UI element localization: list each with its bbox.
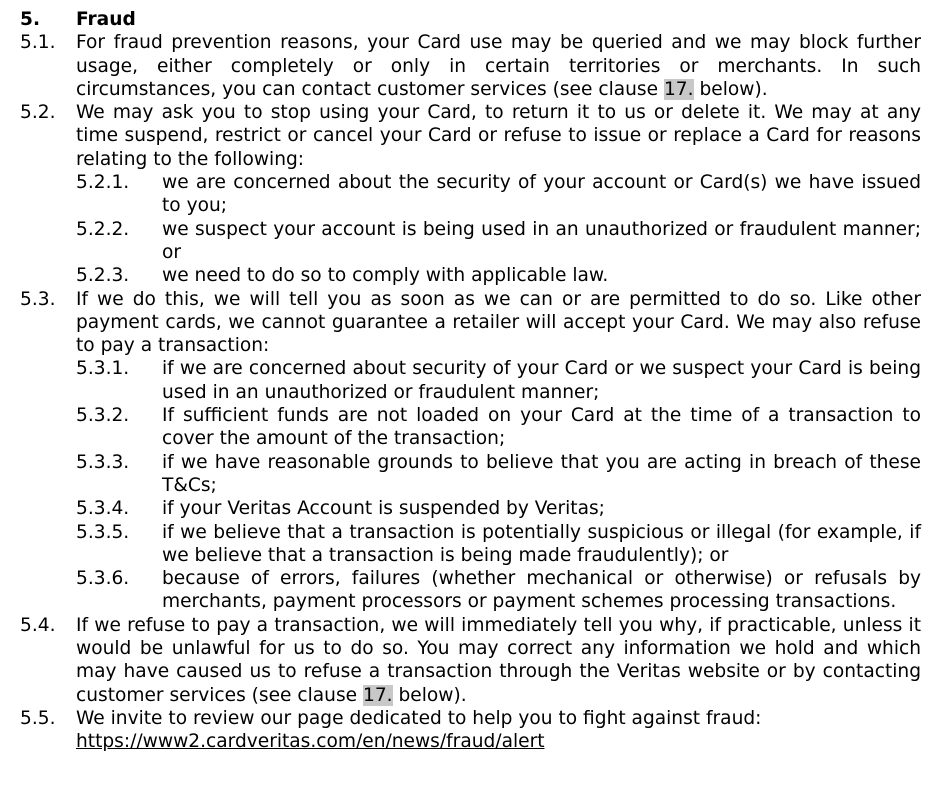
section-title: Fraud — [76, 9, 136, 30]
subclause-5-3-5 — [0, 521, 938, 568]
subclause-text: if we believe that a transaction is potentially suspicious or illegal (for example, if we believe that a transaction is being made fraudulently); or — [162, 521, 921, 566]
subclause-text: if we are concerned about security of your Card or we suspect your Card is being used in an unauthorized or fraudulent manner; — [162, 358, 921, 403]
clause-number: 5.2. — [20, 102, 56, 124]
clause-text — [76, 614, 921, 707]
subclause-text: we suspect your account is being used in an unauthorized or fraudulent manner; or — [162, 218, 921, 263]
clause-text — [76, 31, 921, 101]
clause-5-2 — [0, 101, 938, 171]
subclause-text: we need to do so to comply with applicable law. — [162, 265, 609, 287]
subclause-number: 5.3.2. — [76, 405, 130, 427]
clause-5-3 — [0, 288, 938, 358]
clause-text-main: We invite to review our page dedicated to help you to fight against fraud: — [76, 707, 762, 729]
clause-text-before: If we refuse to pay a transaction, we will immediately tell you why, if practicable, unless it would be unlawful for us to do so. You may correct any information we hold and which may have caused us to refuse a transaction through the Veritas website or by contacting customer services (see clause — [76, 614, 921, 706]
subclause-5-3-1 — [0, 357, 938, 404]
subclause-text: if we have reasonable grounds to believe that you are acting in breach of these T&Cs; — [162, 451, 921, 496]
subclause-5-2-1 — [0, 171, 938, 218]
subclause-number: 5.3.6. — [76, 568, 130, 590]
clause-reference: 17. — [663, 78, 694, 100]
clause-text: If we do this, we will tell you as soon as we can or are permitted to do so. Like other payment cards, we cannot guarantee a retailer will accept your Card. We may also refuse to pay a transaction: — [76, 288, 921, 357]
subclause-5-2-2 — [0, 218, 938, 265]
clause-5-1 — [0, 31, 938, 101]
clause-5-4 — [0, 614, 938, 707]
clause-number: 5.5. — [20, 707, 56, 729]
section-heading — [0, 8, 938, 31]
subclause-text: If sufficient funds are not loaded on your Card at the time of a transaction to cover the amount of the transaction; — [162, 405, 921, 450]
subclause-number: 5.3.1. — [76, 358, 130, 380]
clause-number: 5.3. — [20, 288, 56, 310]
clause-text-after: below). — [392, 684, 467, 706]
clause-number: 5.4. — [20, 614, 56, 636]
clause-5-5 — [0, 707, 938, 754]
subclause-text: we are concerned about the security of your account or Card(s) we have issued to you; — [162, 172, 921, 217]
clause-text — [76, 707, 921, 754]
subclause-number: 5.3.4. — [76, 498, 130, 520]
clause-text-after: below). — [693, 78, 768, 100]
clause-text-before: For fraud prevention reasons, your Card use may be queried and we may block further usage, either completely or only in certain territories or merchants. In such circumstances, you can contact customer services (see clause — [76, 32, 921, 100]
fraud-alert-link[interactable]: https://www2.cardveritas.com/en/news/fraud/alert — [76, 731, 545, 753]
document-page — [0, 8, 938, 754]
subclause-5-3-2 — [0, 404, 938, 451]
clause-text: We may ask you to stop using your Card, to return it to us or delete it. We may at any time suspend, restrict or cancel your Card or refuse to issue or replace a Card for reasons relating to the following: — [76, 102, 921, 170]
subclause-number: 5.3.5. — [76, 521, 130, 543]
subclause-number: 5.2.2. — [76, 218, 130, 240]
clause-number: 5.1. — [20, 32, 56, 54]
subclause-5-3-3 — [0, 451, 938, 498]
subclause-number: 5.2.3. — [76, 265, 130, 287]
section-number: 5. — [20, 9, 41, 30]
subclause-number: 5.3.3. — [76, 451, 130, 473]
subclause-number: 5.2.1. — [76, 172, 130, 194]
subclause-5-3-6 — [0, 567, 938, 614]
subclause-5-2-3 — [0, 264, 938, 287]
clause-reference: 17. — [363, 684, 393, 706]
subclause-text: because of errors, failures (whether mechanical or otherwise) or refusals by merchants, payment processors or payment schemes processing transactions. — [162, 568, 921, 613]
subclause-text: if your Veritas Account is suspended by Veritas; — [162, 498, 605, 520]
subclause-5-3-4 — [0, 497, 938, 520]
